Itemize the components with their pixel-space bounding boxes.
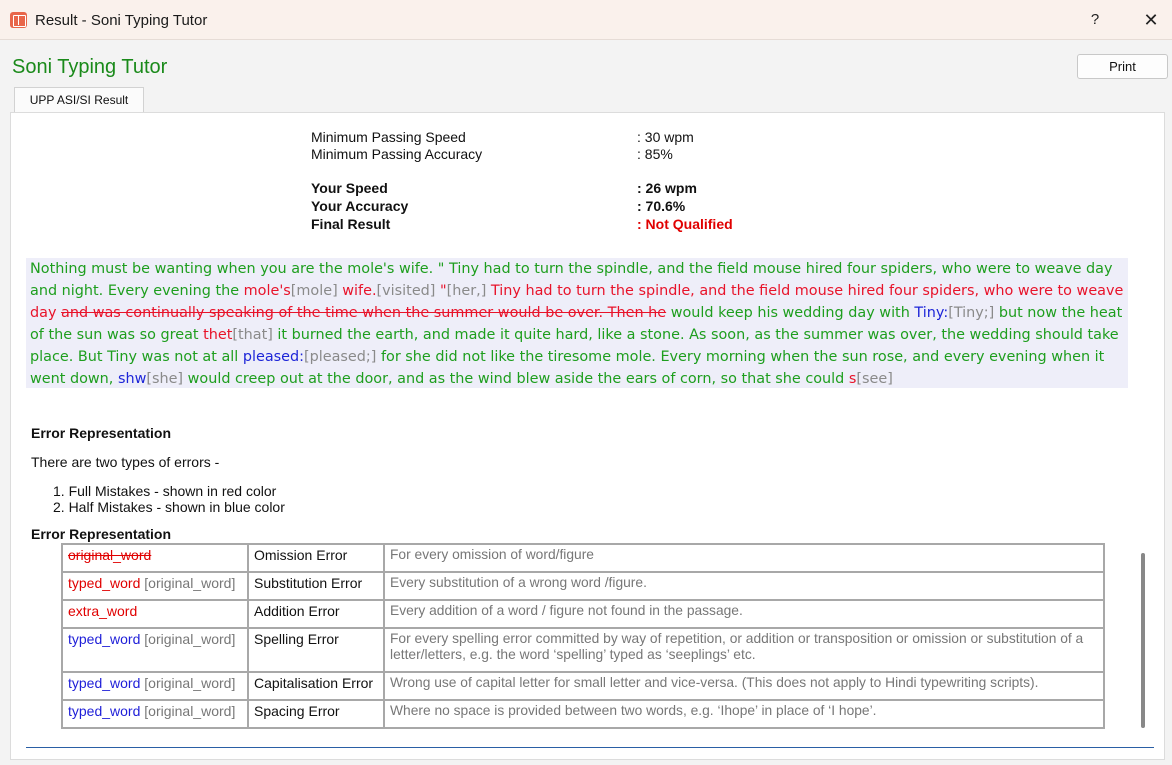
passage-segment: [she] [146, 371, 184, 387]
passage-segment: but now the heat of the sun was so great [30, 305, 1123, 343]
error-description: For every omission of word/figure [384, 544, 1104, 572]
table-row [62, 672, 1104, 700]
passage-segment: shw [117, 371, 147, 387]
error-description: For every spelling error committed by way of repetition, or addition or transposition or omission or substitution of a letter/letters, e.g. the word ‘spelling’ typed as ‘seeplings’ etc. [384, 628, 1104, 672]
typed-passage [26, 258, 1128, 388]
final-result-label: Final Result [311, 216, 391, 232]
original-word: [original_word] [144, 675, 236, 691]
passage-segment: wife. [342, 283, 377, 299]
passage-segment: [see] [856, 371, 893, 387]
table-row [62, 544, 1104, 572]
passage-segment: Nothing must be wanting when you are the mole's wife. " Tiny had to turn the spindle, and the field mouse hired four spiders, who were to weave day and night. Every evening the [30, 261, 1113, 299]
passage-segment: s [848, 371, 857, 387]
example-cell [62, 672, 248, 700]
table-row [62, 628, 1104, 672]
typed-word: typed_word [68, 703, 141, 719]
typed-word: extra_word [68, 603, 138, 619]
tab-upp-result[interactable]: UPP ASI/SI Result [14, 87, 144, 113]
error-intro: There are two types of errors - [31, 454, 220, 470]
help-button[interactable]: ? [1090, 11, 1100, 28]
passage-segment: and was continually speaking of the time when the summer would be over. Then he [61, 305, 667, 321]
your-speed-value: : 26 wpm [637, 180, 697, 196]
table-row [62, 700, 1104, 728]
list-item: 1. Full Mistakes - shown in red color [53, 483, 277, 499]
passage-segment: " [440, 283, 447, 299]
window-title: Result - Soni Typing Tutor [35, 12, 208, 29]
error-description: Wrong use of capital letter for small letter and vice-versa. (This does not apply to Hindi typewriting scripts). [384, 672, 1104, 700]
example-cell [62, 628, 248, 672]
passage-segment: pleased: [242, 349, 304, 365]
original-word: [original_word] [144, 575, 236, 591]
min-accuracy-label: Minimum Passing Accuracy [311, 146, 483, 162]
print-button[interactable]: Print [1077, 54, 1168, 79]
error-type: Omission Error [248, 544, 384, 572]
typed-word: typed_word [68, 631, 141, 647]
original-word: [original_word] [144, 631, 236, 647]
passage-segment: [her,] [446, 283, 487, 299]
your-speed-label: Your Speed [311, 180, 388, 196]
app-title: Soni Typing Tutor [12, 56, 168, 78]
vertical-scrollbar[interactable] [1141, 553, 1145, 728]
final-result-value: : Not Qualified [637, 216, 733, 232]
passage-segment: would creep out at the door, and as the wind blew aside the ears of corn, so that she could [183, 371, 849, 387]
error-heading: Error Representation [31, 425, 172, 441]
example-cell [62, 544, 248, 572]
example-cell [62, 600, 248, 628]
passage-segment: [that] [232, 327, 273, 343]
passage-segment: thet [203, 327, 233, 343]
passage-segment: for she did not like the tiresome mole. Every morning when the sun rose, and every evening when it went down, [30, 349, 1105, 387]
table-row [62, 600, 1104, 628]
error-types-list [53, 483, 285, 515]
close-button[interactable]: ✕ [1143, 10, 1159, 30]
error-type: Spacing Error [248, 700, 384, 728]
error-description: Every substitution of a wrong word /figure. [384, 572, 1104, 600]
your-accuracy-value: : 70.6% [637, 198, 686, 214]
your-accuracy-label: Your Accuracy [311, 198, 409, 214]
error-type: Addition Error [248, 600, 384, 628]
example-cell [62, 572, 248, 600]
error-description: Where no space is provided between two words, e.g. ‘Ihope’ in place of ‘I hope’. [384, 700, 1104, 728]
passage-segment: it burned the earth, and made it quite hard, like a stone. As soon, as the summer was over, the wedding should take place. But Tiny was not at all [30, 327, 1119, 365]
min-speed-label: Minimum Passing Speed [311, 129, 466, 145]
passage-segment: [visited] [376, 283, 436, 299]
example-cell [62, 700, 248, 728]
min-accuracy-value: : 85% [637, 146, 673, 162]
error-type: Substitution Error [248, 572, 384, 600]
passage-segment: [mole] [290, 283, 338, 299]
divider [26, 747, 1154, 748]
result-panel [10, 112, 1165, 760]
original-word: [original_word] [144, 703, 236, 719]
list-item: 2. Half Mistakes - shown in blue color [53, 499, 285, 515]
app-book-icon [10, 12, 27, 28]
original-word: original_word [68, 547, 152, 563]
passage-segment: [pleased;] [304, 349, 377, 365]
error-type: Spelling Error [248, 628, 384, 672]
passage-segment: [Tiny;] [948, 305, 995, 321]
error-description: Every addition of a word / figure not found in the passage. [384, 600, 1104, 628]
typed-word: typed_word [68, 575, 141, 591]
min-speed-value: : 30 wpm [637, 129, 694, 145]
passage-segment: Tiny: [914, 305, 949, 321]
passage-segment: Tiny had to turn the spindle, and the field mouse hired four spiders, who were to weave day [30, 283, 1124, 321]
table-row [62, 572, 1104, 600]
passage-segment: would keep his wedding day with [666, 305, 915, 321]
error-table [61, 543, 1105, 729]
typed-word: typed_word [68, 675, 141, 691]
title-bar [0, 0, 1172, 40]
passage-segment: mole's [243, 283, 291, 299]
error-type: Capitalisation Error [248, 672, 384, 700]
error-heading-2: Error Representation [31, 526, 172, 542]
